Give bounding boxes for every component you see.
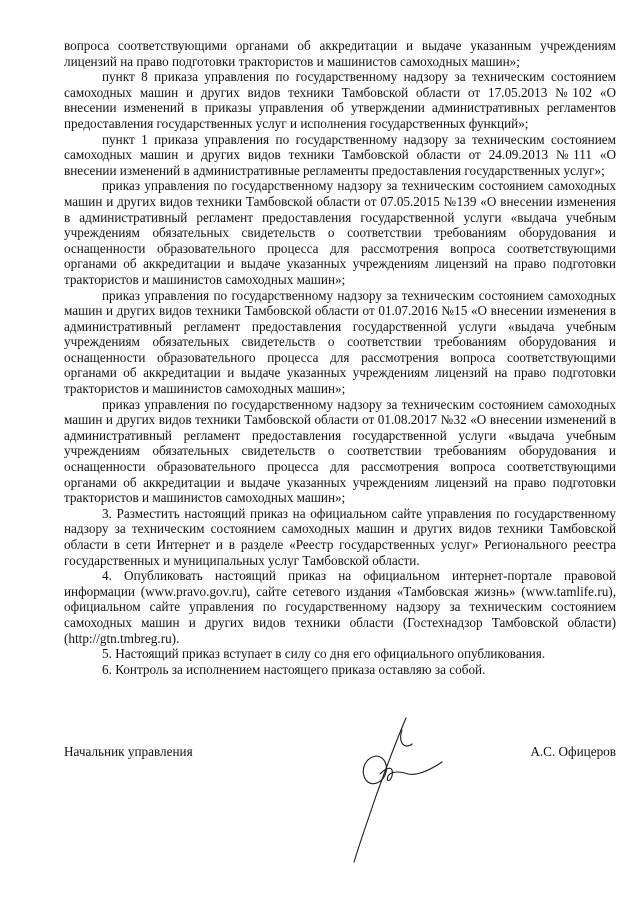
paragraph-item-5: приказ управления по государственному надзору за техническим состоянием самоходных машин и других видов техники Тамбовской области от 01.08.2017 №32 «О внесении изменений в административный регламент предоставления государственной услуги «выдача учебным учреждениям обязательных свидетельств о соответствии требованиям оборудования и оснащенности образовательного процесса для рассмотрения вопроса соответствующими органами об аккредитации и выдаче указанных учреждениям лицензий на право подготовки трактористов и машинистов самоходных машин»; <box>64 396 616 506</box>
paragraph-continuation: вопроса соответствующими органами об аккредитации и выдаче указанным учреждениям лицензий на право подготовки трактористов и машинистов самоходных машин»; <box>64 38 616 69</box>
paragraph-point-4: 4. Опубликовать настоящий приказ на официальном интернет-портале правовой информации (www.pravo.gov.ru), сайте сетевого издания «Тамбовская жизнь» (www.tamlife.ru), официальном сайте управления по государственному надзору за техническим состоянием самоходных машин и других видов техники области (Гостехнадзор Тамбовской области) (http://gtn.tmbreg.ru). <box>64 568 616 646</box>
paragraph-point-3: 3. Разместить настоящий приказ на официальном сайте управления по государственному надзору за техническим состоянием самоходных машин и других видов техники Тамбовской области в сети Интернет и в разделе «Реестр государственных услуг» Регионального реестра государственных и муниципальных услуг Тамбовской области. <box>64 505 616 568</box>
signatory-position: Начальник управления <box>64 744 193 759</box>
signatory-name: А.С. Офицеров <box>530 744 616 759</box>
paragraph-point-6: 6. Контроль за исполнением настоящего приказа оставляю за собой. <box>102 661 486 677</box>
paragraph-point-5: 5. Настоящий приказ вступает в силу со дня его официального опубликования. <box>102 646 546 662</box>
paragraph-item-4: приказ управления по государственному надзору за техническим состоянием самоходных машин и других видов техники Тамбовской области от 01.07.2016 №15 «О внесении изменения в административный регламент предоставления государственной услуги «выдача учебным учреждениям обязательных свидетельств о соответствии требованиям оборудования и оснащенности образовательного процесса для рассмотрения вопроса соответствующими органами об аккредитации и выдаче указанных учреждениям лицензий на право подготовки трактористов и машинистов самоходных машин»; <box>64 287 616 397</box>
document-body <box>64 38 616 677</box>
paragraph-item-1: пункт 8 приказа управления по государственному надзору за техническим состоянием самоходных машин и других видов техники Тамбовской области от 17.05.2013 №102 «О внесении изменений в приказы управления об утверждении административных регламентов предоставления государственных услуг и исполнения государственных функций»; <box>64 69 616 131</box>
paragraph-item-2: пункт 1 приказа управления по государственному надзору за техническим состоянием самоходных машин и других видов техники Тамбовской области от 24.09.2013 №111 «О внесении изменений в административные регламенты предоставления государственных услуг»; <box>64 131 616 178</box>
handwritten-signature <box>346 716 456 866</box>
paragraph-item-3: приказ управления по государственному надзору за техническим состоянием самоходных машин и других видов техники Тамбовской области от 07.05.2015 №139 «О внесении изменения в административный регламент предоставления государственной услуги «выдача учебным учреждениям обязательных свидетельств о соответствии требованиям оборудования и оснащенности образовательного процесса для рассмотрения вопроса соответствующими органами об аккредитации и выдаче указанных учреждениям лицензий на право подготовки трактористов и машинистов самоходных машин»; <box>64 178 616 287</box>
signature-block <box>64 744 616 764</box>
